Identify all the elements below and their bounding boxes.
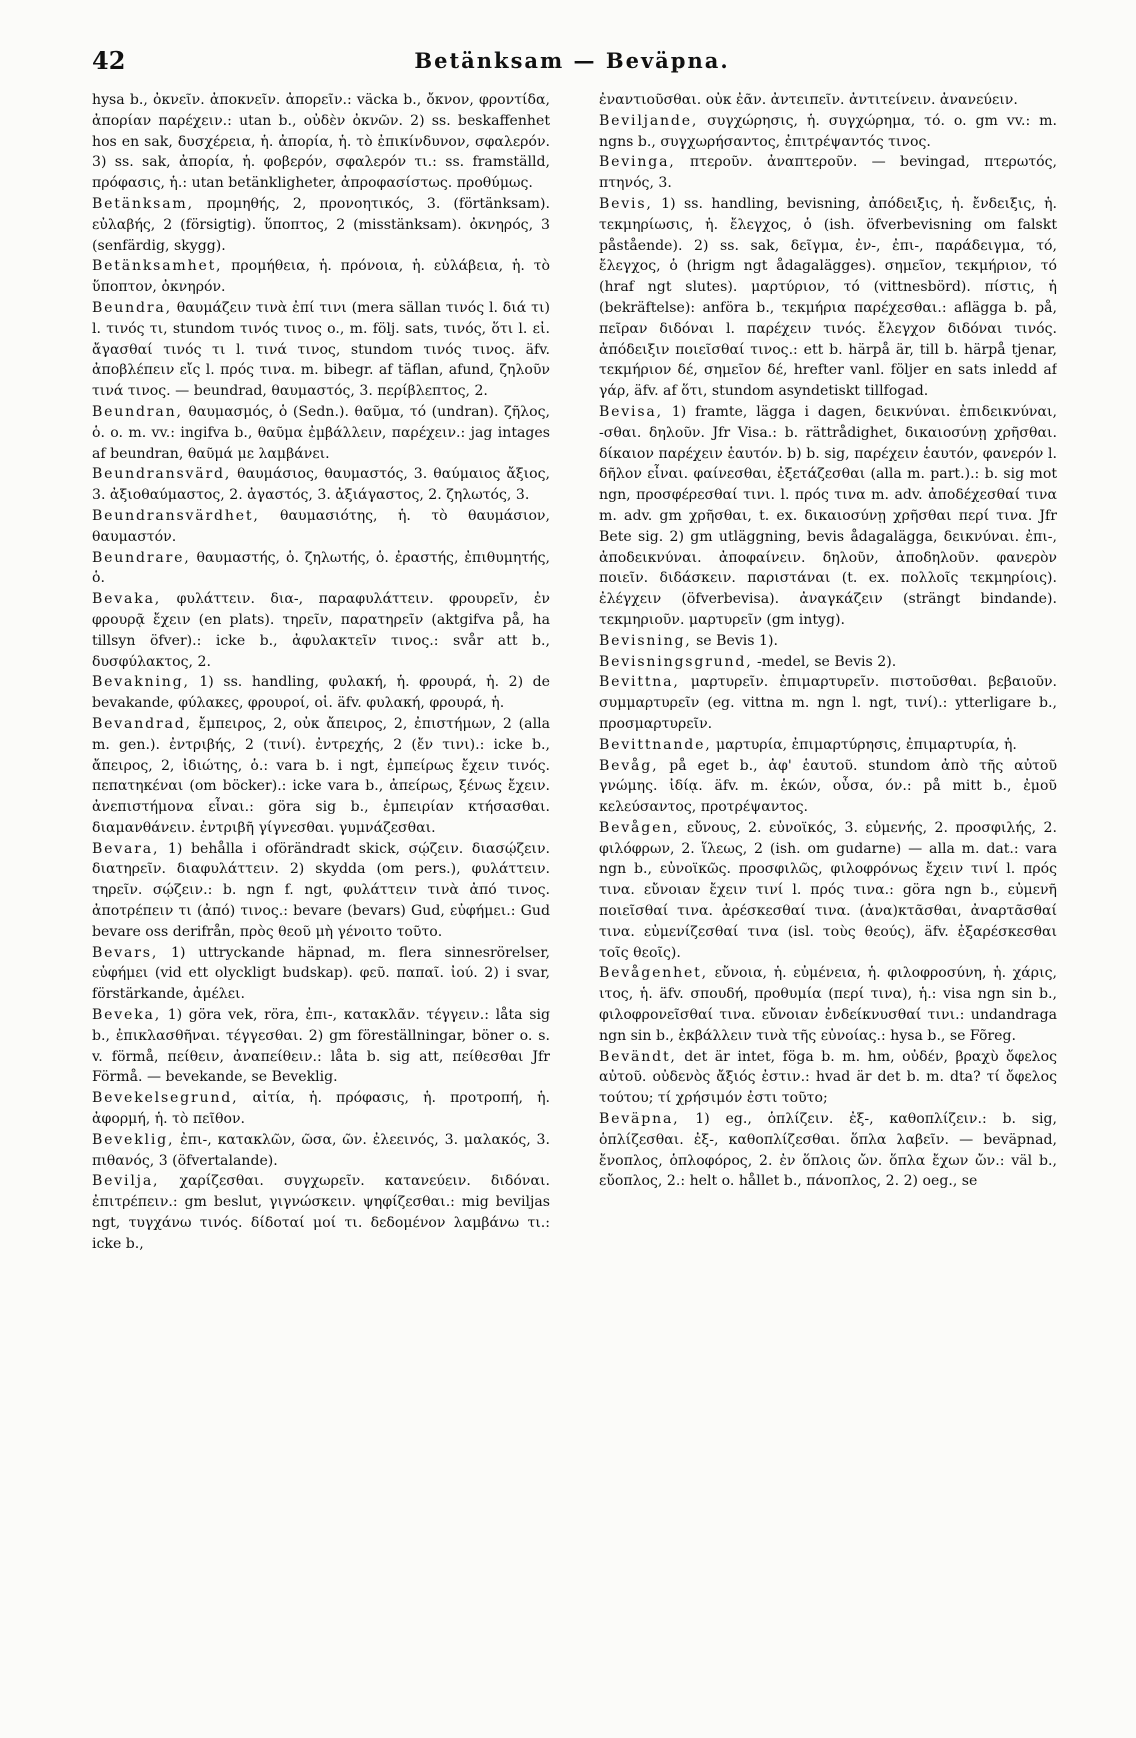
dictionary-entry [92,298,550,402]
dictionary-entry [92,548,550,590]
dictionary-entry [92,90,550,194]
dictionary-entry [599,402,1057,631]
entry-headword: Bevisning, [599,632,692,649]
entry-definition: det är intet, föga b. m. hm, οὐδέν, βραχὺ ὄφελος αὐτοῦ. οὐδενὸς ἄξιός ἐστιν.: hvad är det b. m. dta? τί ὄφελος τούτου; τί χρήσιμόν ἐστι τοῦτο; [599,1048,1057,1107]
entry-definition: 1) eg., ὁπλίζειν. ἐξ-, καθοπλίζειν.: b. sig, ὁπλίζεσθαι. ἐξ-, καθοπλίζεσθαι. ὅπλα λαβεῖν. — beväpnad, ἔνοπλος, ὁπλοφόρος, 2. ἐν ὅπλοις ὤν. ὅπλα ἔχων ὤν.: väl b., εὔοπλος, 2.: helt o. hållet b., πάνοπλος, 2. 2) oeg., se [599,1111,1057,1190]
entry-headword: Bevis, [599,195,653,212]
entry-headword: Beundransvärd, [92,466,232,483]
entry-definition: 1) ss. handling, bevisning, ἀπόδειξις, ἡ. ἔνδειξις, ἡ. τεκμηρίωσις, ἡ. ἔλεγχος, ὁ (ish. öfverbevisning om falskt påstående). 2) ss. sak, δεῖγμα, ἐν-, ἐπι-, παράδειγμα, τό, ἔλεγχος, ὁ (hrigm ngt ådagalägges). σημεῖον, τεκμήριον, τό (hraf ngt slutes). μαρτύριον, τό (vittnesbörd). πίστις, ἡ (bekräftelse): anföra b., τεκμήρια παρέχεσθαι.: aflägga b. på, πεῖραν διδόναι l. παρέχειν τινός. ἔλεγχον διδόναι τινός. ἀπόδειξιν ποιεῖσθαί τινος.: ett b. härpå är, till b. härpå tjenar, τεκμήριον δέ, σημεῖον δέ, hrefter vanl. följer en sats inledd af γάρ, äfv. af ὅτι, stundom asyndetiskt tillfogad. [599,195,1057,400]
entry-headword: Betänksam, [92,195,194,212]
entry-headword: Beveklig, [92,1131,175,1148]
entry-definition: χαρίζεσθαι. συγχωρεῖν. κατανεύειν. διδόναι. ἐπιτρέπειν.: gm beslut, γιγνώσκειν. ψηφίζεσθαι.: mig beviljas ngt, τυγχάνω τινός. δίδοταί μοί τι. δεδομένον λαμβάνω τι.: icke b., [92,1173,550,1252]
entry-definition: εὔνους, 2. εὐνοϊκός, 3. εὐμενής, 2. προσφιλής, 2. φιλόφρων, 2. ἵλεως, 2 (ish. om gudarne) — alla m. dat.: vara ngn b., εὐνοϊκῶς. προσφιλῶς, φιλοφρόνως ἔχειν τινί l. πρός τινα. εὔνοιαν ἔχειν τινί l. πρός τινα.: göra ngn b., εὐμενῆ ποιεῖσθαί τινα. ἀρέσκεσθαί τινα. (ἀνα)κτᾶσθαι, ἀναρτᾶσθαί τινα. εὐμενίζεσθαί τινα (isl. τοὺς θεούς), äfv. ἐξαρέσκεσθαι τοῖς θεοῖς). [599,819,1057,961]
entry-definition: εὔνοια, ἡ. εὐμένεια, ἡ. φιλοφροσύνη, ἡ. χάρις, ιτος, ἡ. äfv. σπουδή, προθυμία (περί τινα), ἡ.: visa ngn sin b., φιλοφρονεῖσθαί τινα. εὔνοιαν ἐνδείκνυσθαί τινι.: undandraga ngn sin b., ἐκβάλλειν τινὰ τῆς εὐνοίας.: hysa b., se Fõreg. [599,965,1057,1044]
entry-headword: Bevilja, [92,1173,160,1190]
entry-headword: Bevandrad, [92,715,192,732]
entry-headword: Bevinga, [599,154,676,171]
dictionary-entry [92,1171,550,1254]
dictionary-entry [599,90,1057,111]
left-column [92,90,550,1715]
entry-headword: Bevågen, [599,819,680,836]
entry-headword: Bevakning, [92,674,190,691]
entry-headword: Bevekelsegrund, [92,1090,239,1107]
entry-headword: Bevisningsgrund, [599,653,753,670]
entry-headword: Bevåg, [599,757,659,774]
dictionary-entry [92,256,550,298]
dictionary-entry [599,963,1057,1046]
dictionary-entry [599,194,1057,402]
entry-definition: συγχώρησις, ἡ. συγχώρημα, τό. o. gm vv.: m. ngns b., συγχωρήσαντος, ἐπιτρέψαντός τινος. [599,112,1057,150]
entry-definition: θαυμασιότης, ἡ. τὸ θαυμάσιον, θαυμαστόν. [92,507,550,545]
entry-headword: Bevittnande, [599,736,712,753]
entry-headword: Bevars, [92,944,159,961]
entry-definition: ἔμπειρος, 2, οὐκ ἄπειρος, 2, ἐπιστήμων, 2 (alla m. gen.). ἐντριβής, 2 (τινί). ἐντρεχής, 2 (ἔν τινι).: icke b., ἄπειρος, 2, ἰδιώτης, ὁ.: vara b. i ngt, ἐμπείρως ἔχειν τινός. πεπατηκέναι (om böcker).: icke vara b., ἀπείρως, ξένως ἔχειν. ἀνεπιστήμονα εἶναι.: göra sig b., ἐμπειρίαν κτήσασθαι. διαμανθάνειν. ἐντριβῆ γίγνεσθαι. γυμνάζεσθαι. [92,715,550,836]
right-column [599,90,1057,1715]
dictionary-entry [599,631,1057,652]
entry-definition: ἐπι-, κατακλῶν, ῶσα, ῶν. ἐλεεινός, 3. μαλακός, 3. πιθανός, 3 (öfvertalande). [92,1131,550,1169]
entry-definition: προμηθής, 2, προνοητικός, 3. (förtänksam). εὐλαβής, 2 (försigtig). ὕποπτος, 2 (misstänksam). ὀκνηρός, 3 (senfärdig, skygg). [92,195,550,254]
dictionary-entry [599,672,1057,734]
entry-headword: Beväpna, [599,1111,680,1128]
entry-definition: se Bevis 1). [696,632,778,649]
entry-headword: Bevara, [92,840,160,857]
entry-definition: φυλάττειν. δια-, παραφυλάττειν. φρουρεῖν, ἐν φρουρᾷ ἔχειν (en plats). τηρεῖν, παρατηρεῖν (aktgifva på, ha tillsyn öfver).: icke b., ἀφυλακτεῖν τινος.: svår att b., δυσφύλακτος, 2. [92,591,550,670]
entry-definition: 1) behålla i oförändradt skick, σῴζειν. διασῴζειν. διατηρεῖν. διαφυλάττειν. 2) skydda (om pers.), φυλάττειν. τηρεῖν. σῴζειν.: b. ngn f. ngt, φυλάττειν τινὰ ἀπό τινος. ἀποτρέπειν τι (ἀπό) τινος.: bevare (bevars) Gud, εὐφήμει.: Gud bevare oss derifrån, πρὸς θεοῦ μὴ γένοιτο τοῦτο. [92,840,550,940]
dictionary-entry [599,1047,1057,1109]
entry-definition: ἐναντιοῦσθαι. οὐκ ἐᾶν. ἀντειπεῖν. ἀντιτείνειν. ἀνανεύειν. [599,92,1018,108]
dictionary-entry [92,402,550,464]
entry-headword: Beundransvärdhet, [92,507,260,524]
entry-definition: θαυμάζειν τινὰ ἐπί τινι (mera sällan τινός l. διά τι) l. τινός τι, stundom τινός τινος o., m. följ. sats, τινός, ὅτι l. εἰ. ἄγασθαί τινός τι l. τινά τινος, stundom τινός τινος. äfv. ἀποβλέπειν εἴς l. πρός τινα. m. bibegr. af täflan, afund, ζηλοῦν τινά τινος. — beundrad, θαυμαστός, 3. περίβλεπτος, 2. [92,299,550,400]
dictionary-entry [599,818,1057,964]
entry-definition: -medel, se Bevis 2). [757,653,897,670]
entry-headword: Beundrare, [92,549,191,566]
entry-definition: 1) uttryckande häpnad, m. flera sinnesrörelser, εὐφήμει (vid ett olyckligt budskap). φεῦ. παπαῖ. ἰού. 2) i svar, förstärkande, ἀμέλει. [92,944,550,1003]
entry-headword: Bevittna, [599,674,680,691]
entry-headword: Bevaka, [92,591,162,608]
dictionary-entry [92,194,550,256]
entry-headword: Bevändt, [599,1048,677,1065]
entry-definition: 1) framte, lägga i dagen, δεικνύναι. ἐπιδεικνύναι, -σθαι. δηλοῦν. Jfr Visa.: b. rättrådighet, δικαιοσύνῃ χρῆσθαι. δίκαιον παρέχειν ἑαυτόν. b) b. sig, παρέχειν ἑαυτόν, φανερόν l. δῆλον εἶναι. φαίνεσθαι, ἐξετάζεσθαι (alla m. part.).: b. sig mot ngn, προσφέρεσθαί τινι. l. πρός τινα m. adv. ἀποδέχεσθαί τινα m. adv. gm χρῆσθαι, t. ex. δικαιοσύνῃ χρῆσθαι περί τινα. Jfr Bete sig. 2) gm utläggning, bevis ådagalägga, δεικνύναι. ἐπι-, ἀποδεικνύναι. ἀποφαίνειν. δηλοῦν, ἀποδηλοῦν. φανερὸν ποιεῖν. διδάσκειν. παριστάναι (t. ex. πολλοῖς τεκμηρίοις). ἐλέγχειν (öfverbevisa). ἀναγκάζειν (strängt bindande). τεκμηριοῦν. μαρτυρεῖν (gm intyg). [599,403,1057,628]
page-header [92,46,1052,80]
dictionary-entry [92,464,550,506]
dictionary-entry [92,506,550,548]
entry-definition: μαρτυρία, ἐπιμαρτύρησις, ἐπιμαρτυρία, ἡ. [715,736,1017,753]
dictionary-entry [92,672,550,714]
entry-headword: Beviljande, [599,112,699,129]
dictionary-entry [92,1088,550,1130]
entry-definition: πτεροῦν. ἀναπτεροῦν. — bevingad, πτερωτός, πτηνός, 3. [599,154,1057,192]
dictionary-entry [599,756,1057,818]
dictionary-entry [92,943,550,1005]
dictionary-entry [92,589,550,672]
entry-headword: Bevisa, [599,403,663,420]
entry-headword: Beundra, [92,299,172,316]
entry-headword: Betänksamhet, [92,258,223,275]
dictionary-entry [92,839,550,943]
page-number: 42 [92,46,126,75]
dictionary-entry [599,652,1057,673]
entry-definition: 1) ss. handling, φυλακή, ἡ. φρουρά, ἡ. 2) de bevakande, φύλακες, φρουροί, οἱ. äfv. φυλακή, φρουρά, ἡ. [92,674,550,712]
dictionary-entry [92,714,550,839]
dictionary-entry [92,1130,550,1172]
entry-definition: θαυμάσιος, θαυμαστός, 3. θαύμαιος ἄξιος, 3. ἀξιοθαύμαστος, 2. ἀγαστός, 3. ἀξιάγαστος, 2. ζηλωτός, 3. [92,466,550,504]
entry-definition: προμήθεια, ἡ. πρόνοια, ἡ. εὐλάβεια, ἡ. τὸ ὕποπτον, ὀκνηρόν. [92,258,550,296]
entry-definition: αἰτία, ἡ. πρόφασις, ἡ. προτροπή, ἡ. ἀφορμή, ἡ. τὸ πεῖθον. [92,1090,550,1128]
entry-definition: μαρτυρεῖν. ἐπιμαρτυρεῖν. πιστοῦσθαι. βεβαιοῦν. συμμαρτυρεῖν (eg. vittna m. ngn l. ngt, τινί).: ytterligare b., προσμαρτυρεῖν. [599,674,1057,732]
entry-definition: på eget b., ἀφ' ἑαυτοῦ. stundom ἀπὸ τῆς αὐτοῦ γνώμης. ἰδίᾳ. äfv. m. ἑκών, οὖσα, όν.: på mitt b., ἐμοῦ κελεύσαντος, προτρέψαντος. [599,757,1057,816]
dictionary-entry [599,1109,1057,1192]
entry-headword: Bevågenhet, [599,965,708,982]
entry-definition: 1) göra vek, röra, ἐπι-, κατακλᾶν. τέγγειν.: låta sig b., ἐπικλασθῆναι. τέγγεσθαι. 2) gm föreställningar, böner o. s. v. förmå, πείθειν, ἀναπείθειν.: låta b. sig att, πείθεσθαι Jfr Förmå. — bevekande, se Beveklig. [92,1007,550,1086]
dictionary-entry [599,152,1057,194]
entry-definition: hysa b., ὀκνεῖν. ἀποκνεῖν. ἀπορεῖν.: väcka b., ὄκνον, φροντίδα, ἀπορίαν παρέχειν.: utan b., οὐδὲν ὀκνῶν. 2) ss. beskaffenhet hos en sak, δυσχέρεια, ἡ. ἀπορία, ἡ. τὸ ἐπικίνδυνον, σφαλερόν. 3) ss. sak, ἀπορία, ἡ. φοβερόν, σφαλερόν τι.: ss. framställd, πρόφασις, ἡ.: utan betänkligheter, ἀπροφασίστως. προθύμως. [92,92,550,192]
entry-headword: Beundran, [92,403,183,420]
entry-definition: θαυμασμός, ὁ (Sedn.). θαῦμα, τό (undran). ζῆλος, ὁ. o. m. vv.: ingifva b., θαῦμα ἐμβάλλειν, παρέχειν.: jag intages af beundran, θαῦμά με λαμβάνει. [92,403,550,462]
dictionary-entry [599,111,1057,153]
dictionary-entry [92,1005,550,1088]
entry-definition: θαυμαστής, ὁ. ζηλωτής, ὁ. ἐραστής, ἐπιθυμητής, ὁ. [92,549,550,587]
dictionary-entry [599,735,1057,756]
running-head: Betänksam — Beväpna. [414,48,730,73]
entry-headword: Beveka, [92,1007,162,1024]
